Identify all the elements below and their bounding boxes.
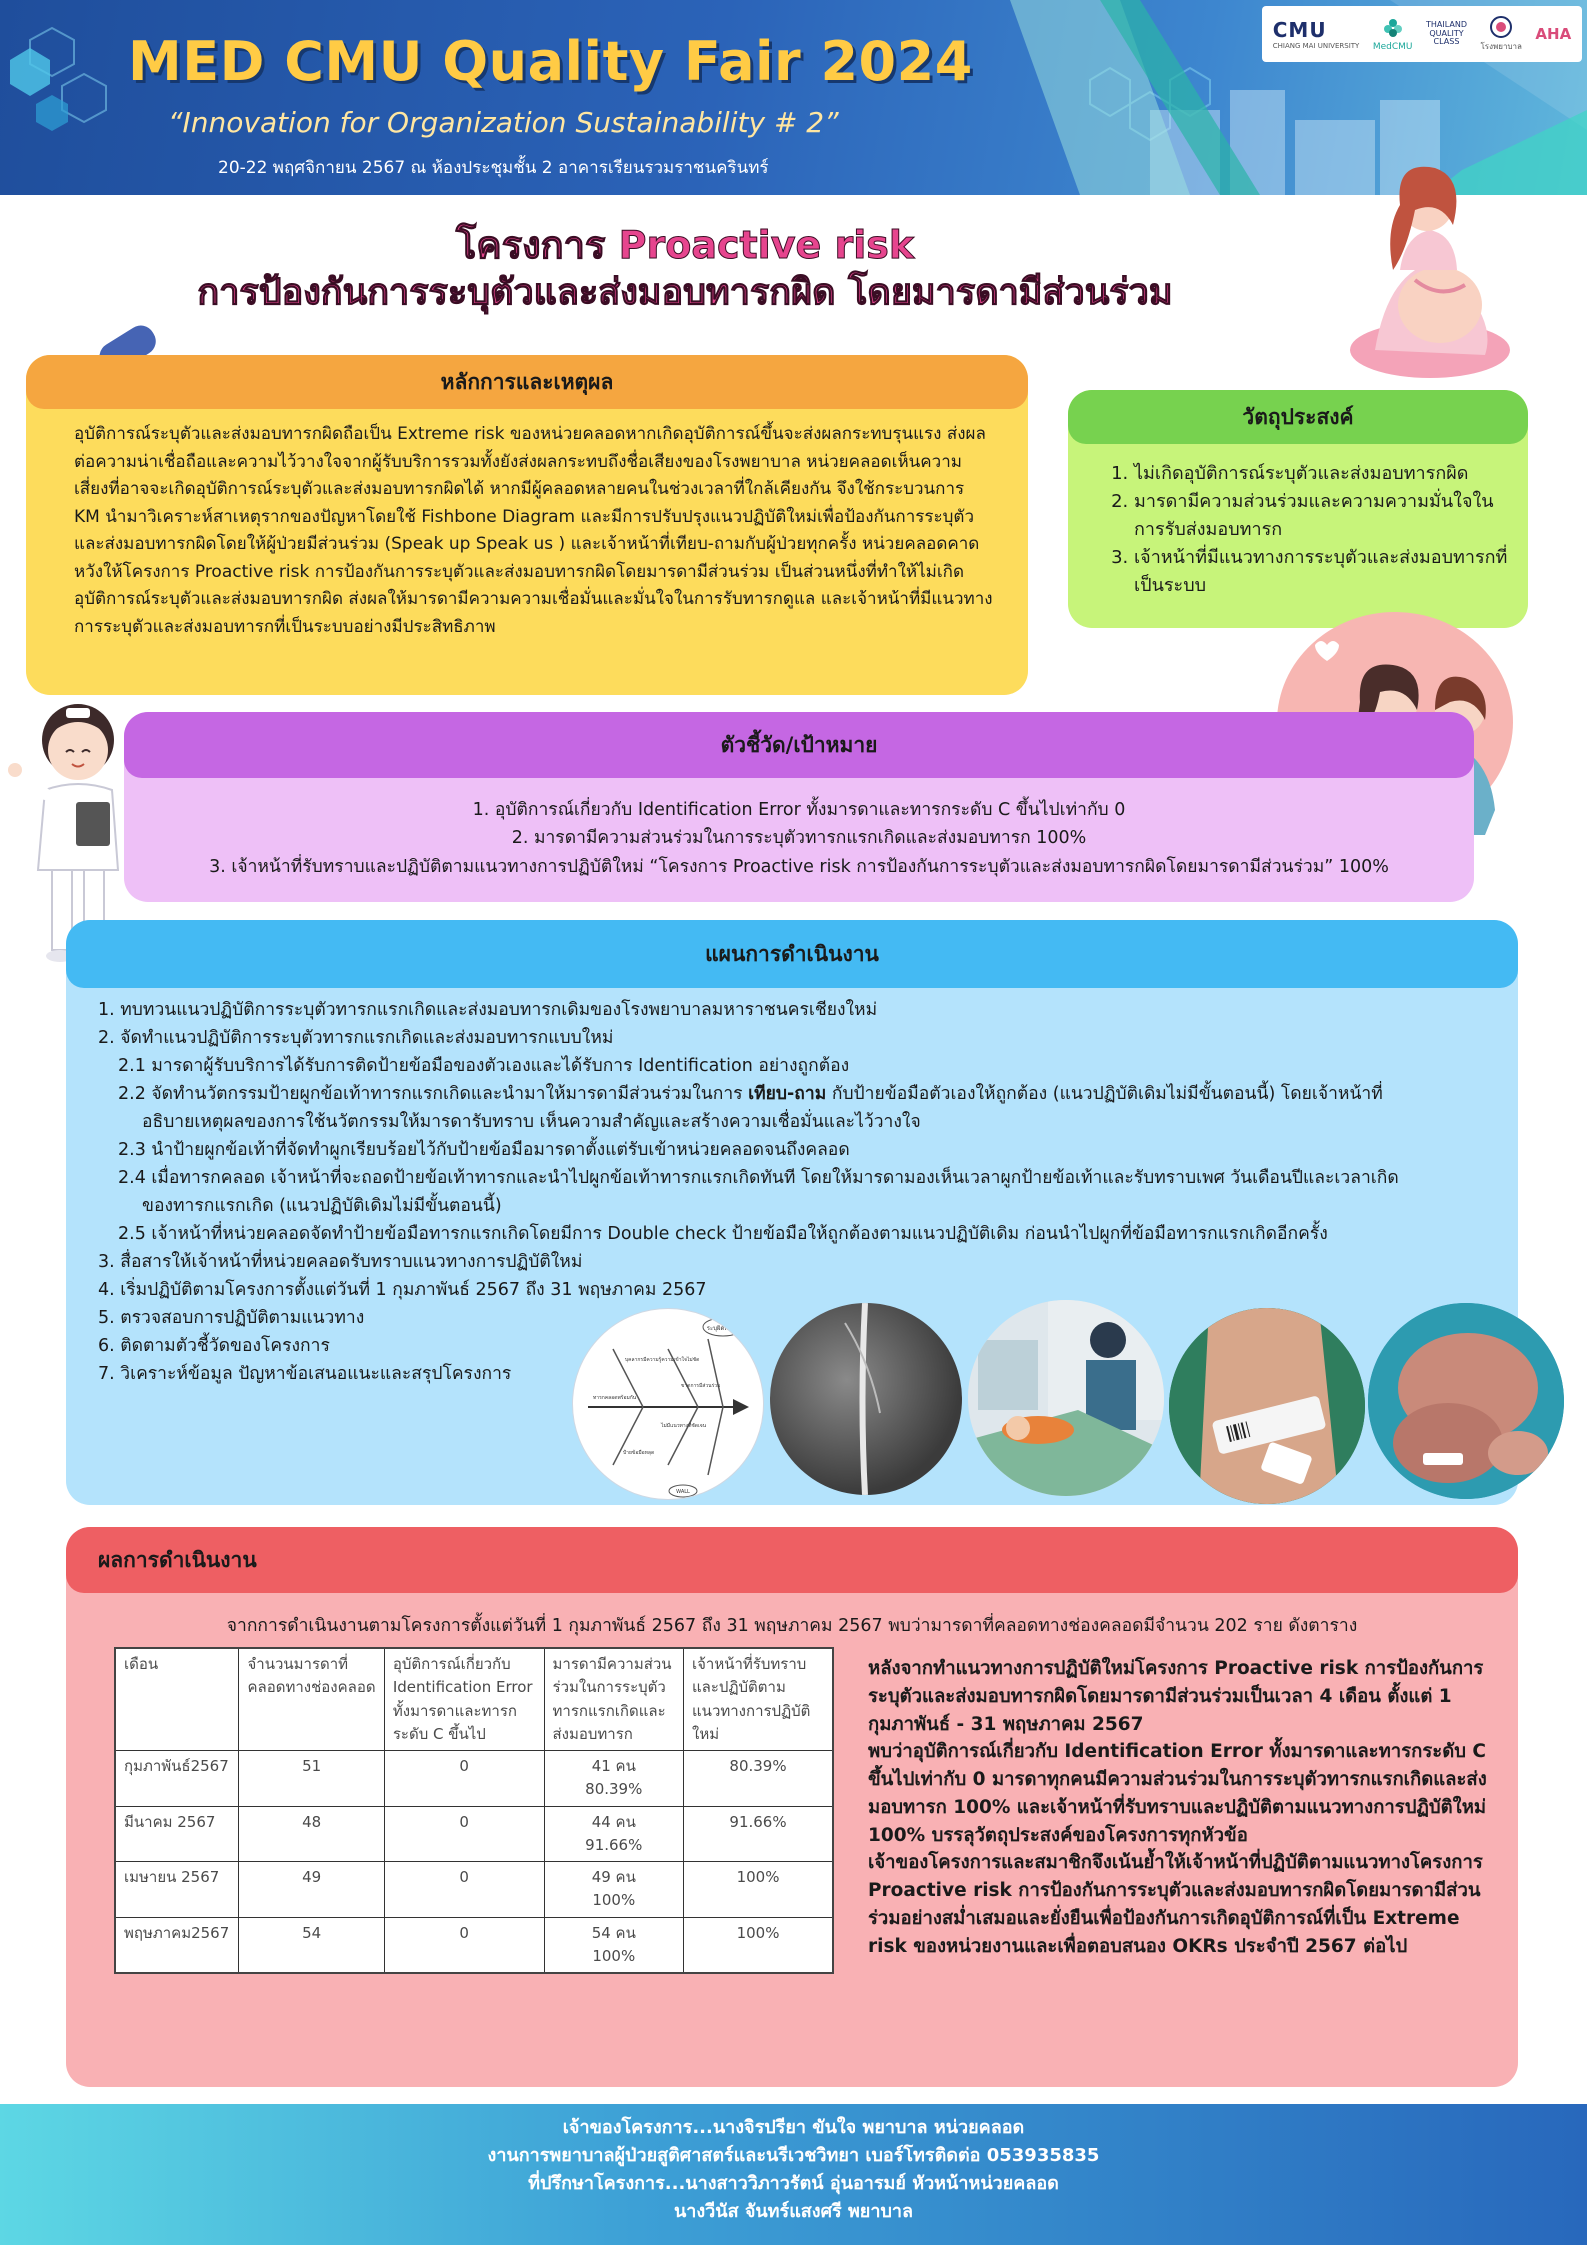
photo-wristband-icon bbox=[1169, 1308, 1365, 1504]
results-table bbox=[114, 1647, 834, 1974]
table-row bbox=[115, 1917, 833, 1973]
plan-substep: 2.3 นำป้ายผูกข้อเท้าที่จัดทำผูกเรียบร้อยไว้กับป้ายข้อมือมารดาตั้งแต่รับเข้าหน่วยคลอดจนถึงคลอด bbox=[118, 1140, 850, 1160]
objective-item: 3. เจ้าหน้าที่มีแนวทางการระบุตัวและส่งมอบทารกที่เป็นระบบ bbox=[1134, 544, 1512, 600]
cmu-logo: CMU CHIANG MAI UNIVERSITY bbox=[1272, 18, 1360, 50]
table-row bbox=[115, 1806, 833, 1862]
kpi-list bbox=[124, 796, 1474, 881]
results-summary-p2: พบว่าอุบัติการณ์เกี่ยวกับ Identification Error ทั้งมารดาและทารกระดับ C ขึ้นไปเท่ากับ 0 มารดาทุกคนมีความส่วนร่วมในการระบุตัวทารกแรกเกิดและส่งมอบทารก 100% และเจ้าหน้าที่รับทราบและปฏิบัติตามแนวทางการปฏิบัติใหม่ 100% บรรลุวัตถุประสงค์ของโครงการทุกหัวข้อ bbox=[868, 1741, 1487, 1846]
plan-step: 3. สื่อสารให้เจ้าหน้าที่หน่วยคลอดรับทราบแนวทางการปฏิบัติใหม่ bbox=[98, 1252, 583, 1272]
delivery-room-photo bbox=[968, 1300, 1164, 1496]
plan-step: 4. เริ่มปฏิบัติตามโครงการตั้งแต่วันที่ 1 กุมภาพันธ์ 2567 ถึง 31 พฤษภาคม 2567 bbox=[98, 1280, 707, 1300]
plan-step: 1. ทบทวนแนวปฏิบัติการระบุตัวทารกแรกเกิดและส่งมอบทารกเดิมของโรงพยาบาลมหาราชนครเชียงใหม่ bbox=[98, 1000, 878, 1020]
cell-incidents: 0 bbox=[384, 1751, 544, 1807]
results-summary-p1: หลังจากทำแนวทางการปฏิบัติใหม่โครงการ Proactive risk การป้องกันการระบุตัวและส่งมอบทารกผิดโดยมารดามีส่วนร่วมเป็นเวลา 4 เดือน ตั้งแต่ 1 กุมภาพันธ์ - 31 พฤษภาคม 2567 bbox=[868, 1658, 1484, 1735]
cell-births: 51 bbox=[239, 1751, 384, 1807]
newborn-photo bbox=[1368, 1303, 1564, 1499]
photo-newborn-icon bbox=[1368, 1303, 1564, 1499]
logo-strip bbox=[1262, 6, 1582, 62]
wristband-photo bbox=[1169, 1308, 1365, 1504]
footer-department: งานการพยาบาลผู้ป่วยสูติศาสตร์และนรีเวชวิทยา เบอร์โทรติดต่อ 053935835 bbox=[487, 2144, 1100, 2166]
rationale-heading: หลักการและเหตุผล bbox=[26, 355, 1028, 409]
pregnant-woman-icon bbox=[1345, 150, 1515, 380]
footer-owner: เจ้าของโครงการ...นางจิรปรียา ขันใจ พยาบาล หน่วยคลอด bbox=[562, 2117, 1025, 2138]
objective-item: 1. ไม่เกิดอุบัติการณ์ระบุตัวและส่งมอบทารกผิด bbox=[1134, 460, 1512, 488]
rationale-section bbox=[26, 355, 1028, 695]
results-section bbox=[66, 1527, 1518, 2087]
cell-participation: 41 คน 80.39% bbox=[544, 1751, 684, 1807]
cell-participation: 54 คน 100% bbox=[544, 1917, 684, 1973]
svg-text:ทารกคลอดพร้อมกัน: ทารกคลอดพร้อมกัน bbox=[593, 1395, 637, 1401]
results-summary bbox=[868, 1655, 1488, 1960]
kpi-item: 3. เจ้าหน้าที่รับทราบและปฏิบัติตามแนวทางการปฏิบัติใหม่ “โครงการ Proactive risk การป้องกันการระบุตัวและส่งมอบทารกผิดโดยมารดามีส่วนร่วม” 100% bbox=[209, 856, 1389, 877]
kpi-item: 2. มารดามีความส่วนร่วมในการระบุตัวทารกแรกเกิดและส่งมอบทารก 100% bbox=[511, 828, 1087, 849]
cell-participation: 44 คน 91.66% bbox=[544, 1806, 684, 1862]
project-title-line2: การป้องกันการระบุตัวและส่งมอบทารกผิด โดยมารดามีส่วนร่วม bbox=[197, 271, 1173, 313]
cell-births: 49 bbox=[239, 1862, 384, 1918]
table-header-row bbox=[115, 1648, 833, 1751]
table-header-births: จำนวนมารดาที่คลอดทางช่องคลอด bbox=[239, 1648, 384, 1751]
cell-incidents: 0 bbox=[384, 1806, 544, 1862]
plan-step: 7. วิเคราะห์ข้อมูล ปัญหาข้อเสนอแนะและสรุปโครงการ bbox=[98, 1364, 512, 1384]
ha-seal-icon bbox=[1490, 16, 1512, 38]
plan-step: 5. ตรวจสอบการปฏิบัติตามแนวทาง bbox=[98, 1308, 365, 1328]
kpi-heading: ตัวชี้วัด/เป้าหมาย bbox=[124, 712, 1474, 778]
kpi-section bbox=[124, 712, 1474, 902]
cell-month: กุมภาพันธ์2567 bbox=[115, 1751, 239, 1807]
svg-text:WALL: WALL bbox=[676, 1489, 690, 1495]
cell-participation: 49 คน 100% bbox=[544, 1862, 684, 1918]
table-header-month: เดือน bbox=[115, 1648, 239, 1751]
fishbone-diagram-photo bbox=[572, 1308, 764, 1500]
project-title bbox=[150, 222, 1220, 315]
results-heading: ผลการดำเนินงาน bbox=[66, 1527, 1518, 1593]
cell-month: เมษายน 2567 bbox=[115, 1862, 239, 1918]
table-header-incidents: อุบัติการณ์เกี่ยวกับ Identification Error ทั้งมารดาและทารกระดับ C ขึ้นไป bbox=[384, 1648, 544, 1751]
table-header-participation: มารดามีความส่วนร่วมในการระบุตัวทารกแรกเกิดและส่งมอบทารก bbox=[544, 1648, 684, 1751]
svg-text:ระบุผิดพลาด: ระบุผิดพลาด bbox=[706, 1325, 740, 1332]
cell-month: พฤษภาคม2567 bbox=[115, 1917, 239, 1973]
table-header-staff: เจ้าหน้าที่รับทราบและปฏิบัติตามแนวทางการปฏิบัติใหม่ bbox=[684, 1648, 833, 1751]
rationale-body: อุบัติการณ์ระบุตัวและส่งมอบทารกผิดถือเป็น Extreme risk ของหน่วยคลอดหากเกิดอุบัติการณ์ขึ้นจะส่งผลกระทบรุนแรง ส่งผลต่อความน่าเชื่อถือและความไว้วางใจจากผู้รับบริการรวมทั้งยังส่งผลกระทบถึงชื่อเสียงของโรงพยาบาล หน่วยคลอดเห็นความเสี่ยงที่อาจจะเกิดอุบัติการณ์ระบุตัวและส่งมอบทารกผิดได้ หากมีผู้คลอดหลายคนในช่วงเวลาที่ใกล้เคียงกัน จึงใช้กระบวนการ KM นำมาวิเคราะห์สาเหตุรากของปัญหาโดยใช้ Fishbone Diagram และมีการปรับปรุงแนวปฏิบัติใหม่เพื่อป้องกันการระบุตัวและส่งมอบทารกผิดโดยให้ผู้ป่วยมีส่วนร่วม (Speak up Speak us ) และเจ้าหน้าที่เทียบ-ถามกับผู้ป่วยทุกครั้ง หน่วยคลอดคาดหวังให้โครงการ Proactive risk การป้องกันการระบุตัวและส่งมอบทารกผิดโดยมารดามีส่วนร่วม เป็นส่วนหนึ่งที่ทำให้ไม่เกิดอุบัติการณ์ระบุตัวและส่งมอบทารกผิด ส่งผลให้มารดามีความความเชื่อมั่นและมั่นใจในการรับทารกดูแล และเจ้าหน้าที่มีแนวทางการระบุตัวและส่งมอบทารกที่เป็นระบบอย่างมีประสิทธิภาพ bbox=[74, 424, 993, 637]
plan-substep-cont: อธิบายเหตุผลของการใช้นวัตกรรมให้มารดารับทราบ เห็นความสำคัญและสร้างความเชื่อมั่นและไว้วางใจ bbox=[142, 1112, 921, 1132]
plan-substep: 2.5 เจ้าหน้าที่หน่วยคลอดจัดทำป้ายข้อมือทารกแรกเกิดโดยมีการ Double check ป้ายข้อมือให้ถูกต้องตามแนวปฏิบัติเดิม ก่อนนำไปผูกที่ข้อมือทารกแรกเกิดอีกครั้ง bbox=[118, 1224, 1328, 1244]
fair-title: MED CMU Quality Fair 2024 bbox=[128, 30, 973, 93]
objective-section bbox=[1068, 390, 1528, 628]
medcmu-logo: MedCMU bbox=[1373, 17, 1413, 52]
cell-staff: 80.39% bbox=[684, 1751, 833, 1807]
cell-incidents: 0 bbox=[384, 1862, 544, 1918]
results-summary-p3: เจ้าของโครงการและสมาชิกจึงเน้นย้ำให้เจ้าหน้าที่ปฏิบัติตามแนวทางโครงการ Proactive risk การป้องกันการระบุตัวและส่งมอบทารกผิดโดยมารดามีส่วนร่วมอย่างสม่ำเสมอและยั่งยืนเพื่อป้องกันการเกิดอุบัติการณ์ที่เป็น Extreme risk ของหน่วยงานและเพื่อตอบสนอง OKRs ประจำปี 2567 ต่อไป bbox=[868, 1852, 1483, 1957]
medcmu-flower-icon bbox=[1382, 17, 1404, 39]
fishbone-diagram-icon bbox=[573, 1309, 764, 1500]
plan-substep: 2.2 จัดทำนวัตกรรมป้ายผูกข้อเท้าทารกแรกเกิดและนำมาให้มารดามีส่วนร่วมในการ เทียบ-ถาม กับป้ายข้อมือตัวเองให้ถูกต้อง (แนวปฏิบัติเดิมไม่มีขั้นตอนนี้) โดยเจ้าหน้าที่ bbox=[118, 1084, 1383, 1104]
objective-item: 2. มารดามีความส่วนร่วมและความความมั่นใจในการรับส่งมอบทารก bbox=[1134, 488, 1512, 544]
plan-substep: 2.4 เมื่อทารกคลอด เจ้าหน้าที่จะถอดป้ายข้อเท้าทารกและนำไปผูกข้อเท้าทารกแรกเกิดทันที โดยให้มารดามองเห็นเวลาผูกป้ายข้อเท้าและรับทราบเพศ วันเดือนปีและเวลาเกิด bbox=[118, 1168, 1399, 1188]
project-title-line1: โครงการ Proactive risk bbox=[455, 223, 915, 267]
cell-staff: 91.66% bbox=[684, 1806, 833, 1862]
svg-text:บุคลากรมีความรู้ความเข้าใจไม่ช: บุคลากรมีความรู้ความเข้าใจไม่ชัด bbox=[625, 1357, 700, 1363]
ankle-tag-photo bbox=[770, 1303, 962, 1495]
plan-substep: 2.1 มารดาผู้รับบริการได้รับการติดป้ายข้อมือของตัวเองและได้รับการ Identification อย่างถูกต้อง bbox=[118, 1056, 850, 1076]
fair-venue: 20-22 พฤศจิกายน 2567 ณ ห้องประชุมชั้น 2 อาคารเรียนรวมราชนครินทร์ bbox=[218, 158, 769, 178]
plan-step: 6. ติดตามตัวชี้วัดของโครงการ bbox=[98, 1336, 330, 1356]
plan-substep-cont: ของทารกแรกเกิด (แนวปฏิบัติเดิมไม่มีขั้นตอนนี้) bbox=[142, 1196, 502, 1216]
svg-text:ขาดการมีส่วนร่วม: ขาดการมีส่วนร่วม bbox=[681, 1383, 721, 1389]
footer-advisor: ที่ปรึกษาโครงการ...นางสาววิภาวรัตน์ อุ่นอารมย์ หัวหน้าหน่วยคลอด bbox=[528, 2172, 1059, 2194]
objective-heading: วัตถุประสงค์ bbox=[1068, 390, 1528, 444]
cell-month: มีนาคม 2567 bbox=[115, 1806, 239, 1862]
ha-logo: โรงพยาบาล bbox=[1480, 16, 1521, 53]
cell-births: 48 bbox=[239, 1806, 384, 1862]
kpi-item: 1. อุบัติการณ์เกี่ยวกับ Identification Error ทั้งมารดาและทารกระดับ C ขึ้นไปเท่ากับ 0 bbox=[472, 800, 1126, 820]
plan-step: 2. จัดทำแนวปฏิบัติการระบุตัวทารกแรกเกิดและส่งมอบทารกแบบใหม่ bbox=[98, 1028, 614, 1048]
results-intro: จากการดำเนินงานตามโครงการตั้งแต่วันที่ 1 กุมภาพันธ์ 2567 ถึง 31 พฤษภาคม 2567 พบว่ามารดาที่คลอดทางช่องคลอดมีจำนวน 202 ราย ดังตาราง bbox=[226, 1616, 1358, 1636]
cell-births: 54 bbox=[239, 1917, 384, 1973]
tqc-logo: THAILAND QUALITY CLASS bbox=[1425, 19, 1467, 47]
cell-staff: 100% bbox=[684, 1862, 833, 1918]
photo-ankle-tag-icon bbox=[770, 1303, 962, 1495]
plan-heading: แผนการดำเนินงาน bbox=[66, 920, 1518, 988]
svg-text:ป้ายข้อมือหลุด: ป้ายข้อมือหลุด bbox=[623, 1450, 655, 1456]
photo-delivery-room-icon bbox=[968, 1300, 1164, 1496]
fair-subtitle: “Innovation for Organization Sustainability # 2” bbox=[168, 106, 839, 139]
cell-staff: 100% bbox=[684, 1917, 833, 1973]
footer bbox=[0, 2104, 1587, 2245]
footer-advisor2: นางวีนัส จันทร์แสงศรี พยาบาล bbox=[673, 2200, 914, 2222]
cell-incidents: 0 bbox=[384, 1917, 544, 1973]
objective-list bbox=[1112, 460, 1512, 599]
table-row bbox=[115, 1751, 833, 1807]
table-row bbox=[115, 1862, 833, 1918]
aha-logo: AHA bbox=[1535, 25, 1572, 43]
svg-text:ไม่มีแนวทางที่ชัดเจน: ไม่มีแนวทางที่ชัดเจน bbox=[661, 1423, 707, 1429]
